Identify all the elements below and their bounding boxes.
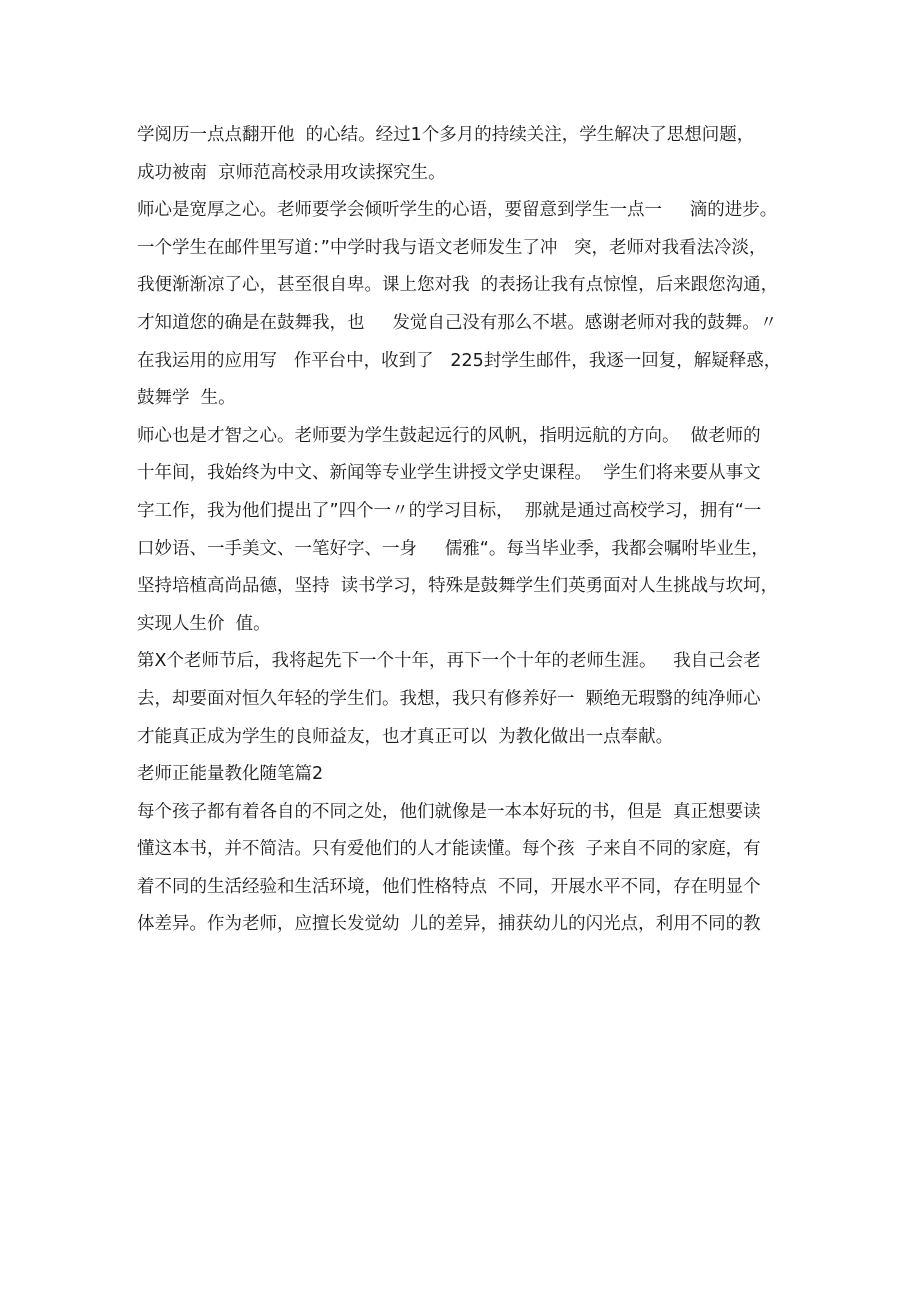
- paragraph: [137, 192, 797, 418]
- text-line: 在我运用的应用写 作平台中，收到了 225封学生邮件，我逐一回复，解疑释惑，: [137, 350, 782, 371]
- text-line: 师心也是才智之心。老师要为学生鼓起远行的风帆，指明远航的方向。 做老师的: [137, 425, 761, 446]
- text-line: 口妙语、一手美文、一笔好字、一身 儒雅“。每当毕业季，我都会嘱咐毕业生，: [137, 538, 769, 559]
- text-line: 着不同的生活经验和生活环境，他们性格特点 不同，开展水平不同，存在明显个: [137, 876, 761, 897]
- text-line: 十年间，我始终为中文、新闻等专业学生讲授文学史课程。 学生们将来要从事文: [137, 463, 761, 484]
- text-line: 成功被南 京师范高校录用攻读探究生。: [137, 162, 446, 183]
- paragraph: [137, 418, 797, 644]
- text-line: 每个孩子都有着各自的不同之处，他们就像是一本本好玩的书，但是 真正想要读: [137, 801, 761, 822]
- text-line: 字工作，我为他们提出了”四个一〃的学习目标， 那就是通过高校学习，拥有“一: [137, 500, 762, 521]
- paragraph: [137, 643, 797, 756]
- text-line: 一个学生在邮件里写道：”中学时我与语文老师发生了冲 突，老师对我看法冷淡，: [137, 237, 767, 258]
- text-line: 实现人生价 值。: [137, 613, 271, 634]
- document-body: [137, 117, 797, 944]
- text-line: 我便渐渐凉了心，甚至很自卑。课上您对我 的表扬让我有点惊惶，后来跟您沟通，: [137, 275, 779, 296]
- text-line: 学阅历一点点翻开他 的心结。经过1个多月的持续关注，学生解决了思想问题，: [137, 125, 755, 145]
- text-line: 师心是宽厚之心。老师要学会倾听学生的心语，要留意到学生一点一 滴的进步。: [137, 200, 778, 221]
- paragraph: [137, 117, 797, 192]
- text-line: 坚持培植高尚品德，坚持 读书学习，特殊是鼓舞学生们英勇面对人生挑战与坎坷，: [137, 576, 779, 597]
- text-line: 懂这本书，并不简洁。只有爱他们的人才能读懂。每个孩 子来自不同的家庭，有: [137, 839, 761, 860]
- text-line: 去，却要面对恒久年轻的学生们。我想，我只有修养好一 颗绝无瑕翳的纯净师心: [137, 688, 761, 709]
- text-line: 第X个老师节后，我将起先下一个十年，再下一个十年的老师生涯。 我自己会老: [137, 651, 761, 672]
- text-line: 才知道您的确是在鼓舞我，也 发觉自己没有那么不堪。感谢老师对我的鼓舞。〃: [137, 312, 778, 333]
- text-line: 鼓舞学 生。: [137, 388, 236, 409]
- text-line: 才能真正成为学生的良师益友，也才真正可以 为教化做出一点奉献。: [137, 726, 674, 747]
- text-line: 体差异。作为老师，应擅长发觉幼 儿的差异，捕获幼儿的闪光点，利用不同的教: [137, 914, 761, 935]
- paragraph: [137, 794, 797, 944]
- section-heading: 老师正能量教化随笔篇2: [137, 764, 324, 785]
